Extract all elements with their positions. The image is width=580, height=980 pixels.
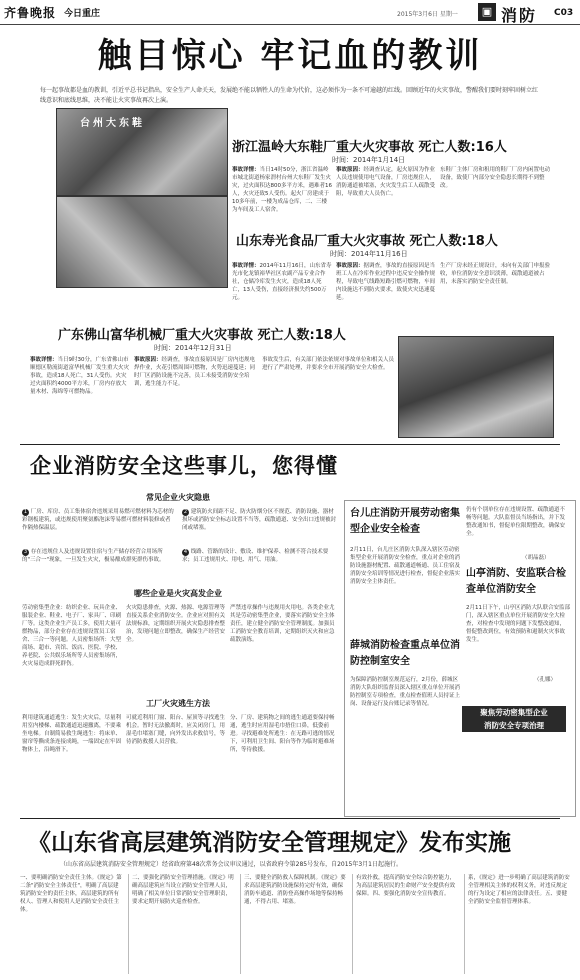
duty-text: 严禁违章操作与违规用火用电。各类企业尤其是劳动密集型企业，要落实消防安全主体责任，建立健全消防安全管理制度。加强员工消防安全教育培训，定期组织灭火和应急疏散演练。 <box>230 605 335 643</box>
sidebar-story-text: 为保障消防控制室规范运行，2月份，薛城区消防大队组织监督员深入辖区重点单位开展消防控制室专项检查，重点检查值班人员持证上岗、设备运行及台账记录等情况。 <box>350 677 460 707</box>
event-detail: 事故详情：当日14时50分，浙江省温岭市城北街道杨家渭村台州大东鞋厂发生火灾，过火面积达800多平方米，遇难者16人，火灾还致5人受伤。起火厂房建成于10多年前，一楼为成品仓库，二、三楼为车间及工人宿舍。 <box>232 167 332 213</box>
sidebar-story-text: 仍有个别单位存在违规设置、疏散通道不畅等问题。大队监督员当场指出，并下发整改通知书，督促单位限期整改，确保安全。 <box>466 507 566 537</box>
number-badge: 2 <box>183 509 188 515</box>
section-divider <box>20 444 560 445</box>
hazards-title: 常见企业火灾隐患 <box>146 493 210 502</box>
section-name: 消防 <box>501 6 538 25</box>
fire-photo-shouguang <box>56 196 228 288</box>
sidebar-story-title: 台儿庄消防开展劳动密集型企业安全检查 <box>350 508 460 535</box>
regulation-column: 三、要健全消防救人保障机制。《规定》要求高层建筑消防设施保持完好有效，确保消防车通道、消防登高操作场地等保持畅通，不得占用、堵塞。 <box>244 875 346 905</box>
regulation-column: 有效扑救，提高消防安全综合防控能力，为高层建筑居民的生命财产安全提供有效保障。四、要强化消防安全宣传教育。 <box>356 875 456 897</box>
escape-text: 可就近利用门窗、阳台、屋顶等寻找逃生机会。暂时无法撤离时，应关闭房门，用湿毛巾堵塞门缝，向外发出求救信号，等待消防救援人员营救。 <box>126 715 226 745</box>
author-credit: （胡晶磊） <box>522 555 550 561</box>
fire-icon: ▣ <box>478 3 496 21</box>
event-cause-tail: 东鞋厂主体厂房和租用的鞋厂厂房内闲置电动设备，致使厂内部分安全隐患长期得不到整改。 <box>440 167 550 189</box>
event-cause-tail: 事故发生后，有关部门依法依规对事故单位和相关人员进行了严肃处理，并要求全市开展消防安全大检查。 <box>262 357 394 371</box>
main-headline: 触目惊心 牢记血的教训 <box>97 36 483 76</box>
hazard-item: 3 存在违规住人及违规设置住宿与生产储存经营合用场所的"三合一"现象，一旦发生火灾，极易酿成群死群伤事故。 <box>22 549 165 563</box>
hazard-item: 4 线路、管路的设计、敷设、维护保养、检测不符合技术要求；员工违规用火、用电、用气、用油。 <box>182 549 329 563</box>
sidebar-story-text: 2月11日下午，山亭区消防大队联合安监部门，深入辖区重点单位开展消防安全大检查，对检查中发现的问题下发整改通知，督促整改到位，有效预防和遏制火灾事故发生。 <box>466 605 570 643</box>
sidebar-story-title: 薛城消防检查重点单位消防控制室安全 <box>350 640 460 667</box>
section-divider <box>20 818 560 819</box>
hazard-item: 2 建筑防火间距不足、防火防烟分区不规范、消防设施、器材损坏或消防安全标志设置不当等，疏散通道、安全出口违规被封闭或堵塞。 <box>182 509 336 531</box>
section2-title: 企业消防安全这些事儿，您得懂 <box>30 453 338 478</box>
sidebar-story-title: 山亭消防、安监联合检查单位消防安全 <box>466 568 566 595</box>
escape-title: 工厂火灾逃生方法 <box>146 699 210 708</box>
event-detail: 事故详情：2014年11月16日，山东省寿光市化龙镇裕华社区农副产品专业合作社，仓储冷库发生火灾，造成18人死亡，13人受伤，直接经济损失约500万元。 <box>232 263 332 301</box>
author-credit: （孔娜） <box>534 677 557 683</box>
issue-date: 2015年3月6日 星期一 <box>397 11 458 18</box>
number-badge: 3 <box>23 549 28 555</box>
column-divider <box>128 874 129 974</box>
regulation-column: 系，《规定》进一步明确了高层建筑消防安全管理相关主体的权利义务，对违反规定的行为设定了相应的法律责任。五、要健全消防安全监督管理体系。 <box>468 875 570 905</box>
section3-subtitle: （山东省高层建筑消防安全管理规定）经省政府第48次常务会议审议通过，以省政府令第285号发布，自2015年3月1日起施行。 <box>60 861 402 868</box>
event-detail: 事故详情：当日9时30分，广东省佛山市顺德区勒流街道富华机械厂发生重大火灾事故，造成18人死亡，31人受伤。火灾过火面积约4000平方米，厂房内存放大量木材、海绵等可燃物品。 <box>30 357 130 395</box>
regulation-column: 二、要强化消防安全管理措施。《规定》明确高层建筑应当设立消防安全管理人员，明确了相关单位日常消防安全管理职责，要求定期开展防火巡查检查。 <box>132 875 234 905</box>
section-header <box>478 3 578 23</box>
fire-photo-foshan <box>398 336 554 438</box>
number-badge: 1 <box>23 509 28 515</box>
column-divider <box>240 874 241 974</box>
event-cause-tail: 生产厂房未经正规设计，未向有关部门申报验收，单位消防安全意识淡薄，疏散通道被占用，未落实消防安全责任制。 <box>440 263 550 285</box>
duty-title: 哪些企业是火灾高发企业 <box>134 589 222 598</box>
page-number: C03 <box>554 8 574 18</box>
event-time: 时间：2014年1月14日 <box>332 156 406 164</box>
newspaper-logo: 齐鲁晚报 <box>4 6 57 20</box>
event-title: 山东寿光食品厂重大火灾事故 死亡人数:18人 <box>236 234 498 249</box>
event-title: 广东佛山富华机械厂重大火灾事故 死亡人数:18人 <box>58 328 346 343</box>
event-cause: 事故原因：经调查，事故直接原因是厂房内违规电焊作业，火花引燃周围可燃物，火势迅速蔓延；同时厂区消防设施不完善，员工未接受消防安全培训，逃生能力不足。 <box>134 357 256 387</box>
duty-text: 火灾隐患排查，火源、热源、电源管理等直接关系企业消防安全。企业应对照有关法规标准，定期组织开展火灾隐患排查整治，发现问题立即整改，确保生产经营安全。 <box>126 605 226 643</box>
regulation-column: 一、要明确消防安全责任主体。《规定》第二条"消防安全主体责任"，明确了高层建筑消防安全的责任主体，高层建筑的所有权人、管理人和使用人是消防安全责任主体。 <box>20 875 122 913</box>
column-divider <box>464 874 465 974</box>
section3-title: 《山东省高层建筑消防安全管理规定》发布实施 <box>28 829 511 856</box>
escape-text: 利用建筑通道逃生：发生火灾后，尽量利用室内楼梯、疏散通道迅速撤离，不要乘坐电梯。自制简易救生绳逃生：将床单、窗帘等撕成条连接成绳，一端固定在牢固物体上，沿绳滑下。 <box>22 715 122 753</box>
event-cause: 事故原因：据调查，事故的直接原因是当班工人在冷库作业过程中违反安全操作规程，导致电气线路短路引燃可燃物，车间内设施达不到防火要求，致使火灾迅速蔓延。 <box>336 263 436 301</box>
event-title: 浙江温岭大东鞋厂重大火灾事故 死亡人数:16人 <box>232 140 507 155</box>
event-time: 时间：2014年11月16日 <box>330 250 408 258</box>
hazard-item: 1 厂房、库房、员工集体宿舍违规采用易燃可燃材料为芯材的彩钢板建筑，或违规使用聚氨酯泡沫等易燃可燃材料装修或者作隔热保温层。 <box>22 509 174 531</box>
duty-text: 劳动密集型企业：纺织企业、玩具企业、服装企业、鞋业、电子厂、家具厂、印刷厂等。这类企业生产员工多，使用大量可燃物品，部分企业存在违规设置员工宿舍、三合一等问题。人员密集场所：大型商场、超市、宾馆、饭店、医院、学校、养老院、公共娱乐场所等人员密集场所，火灾易造成群死群伤。 <box>22 605 122 667</box>
escape-text: 分、厂房、建筑物之间的逃生通道要保持畅通，逃生时应用湿毛巾捂住口鼻，低姿前进。寻找避难处所逃生：在无路可逃的情况下，可利用卫生间、阳台等作为临时避难场所，等待救援。 <box>230 715 335 753</box>
event-time: 时间：2014年12月31日 <box>154 344 232 352</box>
lead-paragraph: 每一起事故都是血的教训，引近平总书记指出，安全生产人命关天，发展绝不能以牺牲人的生命为代价，这必须作为一条不可逾越的红线。回顾近年的火灾事故，警醒我们要时刻牢固树立红线意识和底线思维，决不能让火灾事故再次上演。 <box>40 87 539 104</box>
campaign-banner: 聚焦劳动密集型企业 消防安全专项治理 <box>462 706 566 732</box>
photo-sign-text: 台州大东鞋 <box>80 118 145 129</box>
number-badge: 4 <box>183 549 188 555</box>
edition-label: 今日重庄 <box>64 9 101 19</box>
event-cause: 事故原因：经调查认定，起火原因为作业人员违规使用电气设备，厂房违规住人，消防通道被堵塞，火灾发生后工人疏散受阻，导致重大人员伤亡。 <box>336 167 436 197</box>
sidebar-story-text: 2月11日，台儿庄区消防大队深入辖区劳动密集型企业开展消防安全检查，重点对企业的消防设施器材配置、疏散通道畅通、员工住宿及消防安全培训等情况进行检查，督促企业落实消防安全主体责任。 <box>350 547 460 585</box>
column-divider <box>352 874 353 974</box>
